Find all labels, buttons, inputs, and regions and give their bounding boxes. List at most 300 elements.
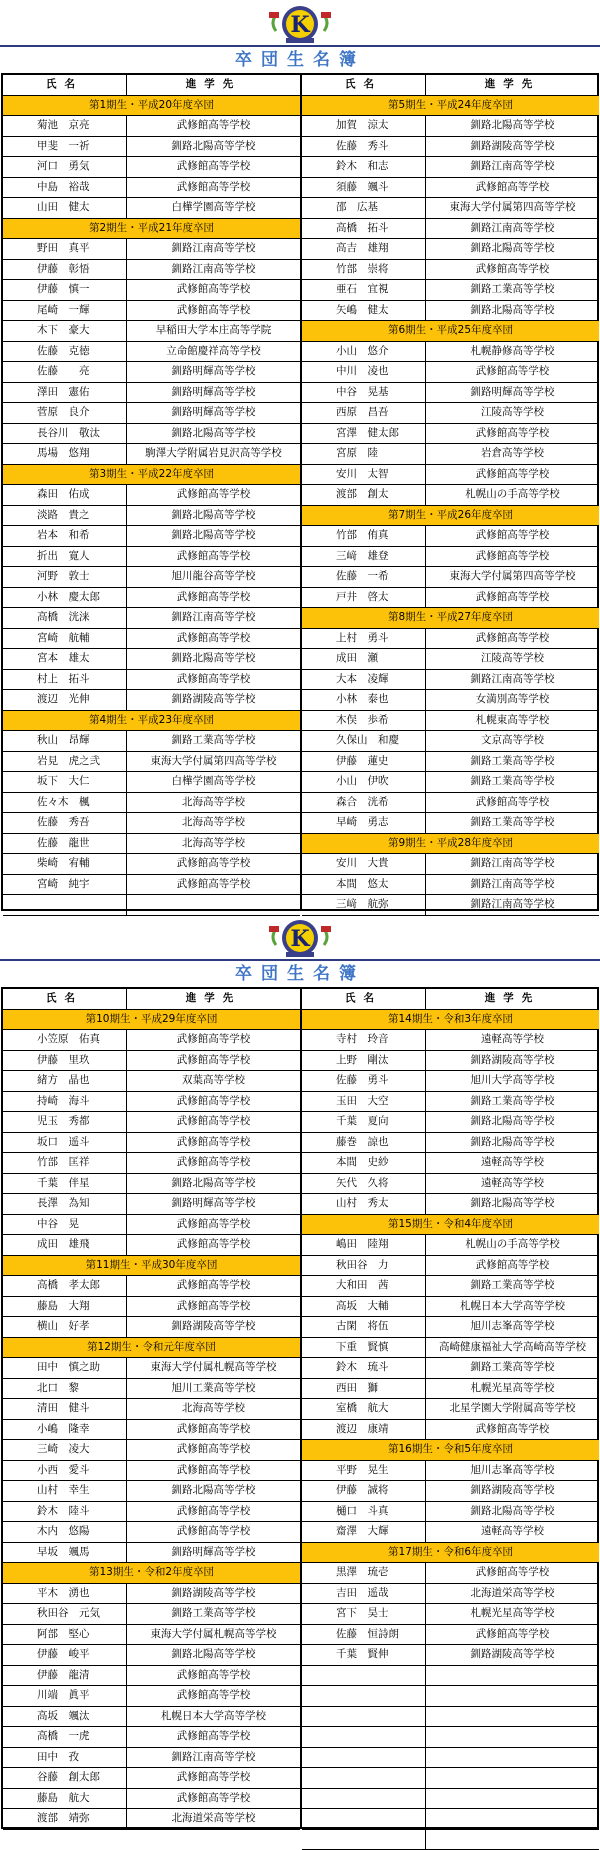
graduate-name: 中谷 晃 (3, 1215, 127, 1235)
graduate-name: 渡辺 光伸 (3, 690, 127, 710)
graduate-school: 札幌山の手高等学校 (426, 1235, 599, 1255)
graduate-school: 札幌光星高等学校 (426, 1379, 599, 1399)
svg-text:K: K (290, 926, 310, 952)
graduate-school: 武修館高等学校 (127, 485, 300, 505)
graduate-school: 旭川龍谷高等学校 (127, 567, 300, 587)
graduate-row (302, 465, 599, 486)
graduate-name: 佐々木 楓 (3, 793, 127, 813)
cohort-heading: 第15期生・令和4年度卒団 (302, 1215, 599, 1235)
graduate-row (3, 608, 300, 629)
graduate-school: 武修館高等学校 (127, 1215, 300, 1235)
graduate-school: 札幌静修高等学校 (426, 342, 599, 362)
empty-name-cell (302, 1830, 426, 1850)
graduate-row (3, 1645, 300, 1666)
graduate-name: 児玉 秀都 (3, 1112, 127, 1132)
school-column-header: 進学先 (426, 75, 599, 95)
graduate-name: 伊藤 慎一 (3, 280, 127, 300)
graduate-school: 武修館高等学校 (127, 1440, 300, 1460)
graduate-school: 武修館高等学校 (127, 1235, 300, 1255)
graduate-row (3, 547, 300, 568)
graduate-school: 釧路北陽高等学校 (426, 1502, 599, 1522)
graduate-school: 武修館高等学校 (127, 875, 300, 895)
empty-school-cell (426, 1809, 599, 1829)
graduate-row (302, 875, 599, 896)
cohort-heading: 第14期生・令和3年度卒団 (302, 1010, 599, 1030)
graduate-row (302, 1276, 599, 1297)
graduate-name: 淡路 貴之 (3, 506, 127, 526)
graduate-name: 長澤 為知 (3, 1194, 127, 1214)
graduate-name: 田中 孜 (3, 1748, 127, 1768)
empty-name-cell (302, 1748, 426, 1768)
graduate-school: 釧路江南高等学校 (426, 670, 599, 690)
graduate-name: 高吉 雄翔 (302, 239, 426, 259)
graduate-school: 釧路北陽高等学校 (127, 649, 300, 669)
graduate-school: 釧路北陽高等学校 (127, 424, 300, 444)
logo-underline (0, 959, 600, 961)
graduate-name: 馬場 悠翔 (3, 444, 127, 464)
graduate-name: 中川 凌也 (302, 362, 426, 382)
graduate-row (3, 362, 300, 383)
graduate-row (3, 301, 300, 322)
graduate-name: 黒澤 琉壱 (302, 1563, 426, 1583)
graduate-row (3, 1215, 300, 1236)
graduate-school: 旭川大学高等学校 (426, 1071, 599, 1091)
graduate-row (302, 1133, 599, 1154)
graduate-row (3, 1317, 300, 1338)
graduate-row (302, 1174, 599, 1195)
graduate-name: 木内 悠陽 (3, 1522, 127, 1542)
graduate-name: 小西 愛斗 (3, 1461, 127, 1481)
graduate-name: 竹部 崇将 (302, 260, 426, 280)
graduate-row (302, 301, 599, 322)
graduate-school: 武修館高等学校 (127, 157, 300, 177)
graduate-name: 河口 勇気 (3, 157, 127, 177)
empty-school-cell (426, 1666, 599, 1686)
graduate-row (302, 547, 599, 568)
graduate-name: 大和田 茜 (302, 1276, 426, 1296)
graduate-row (302, 403, 599, 424)
graduate-school: 武修館高等学校 (127, 1112, 300, 1132)
graduate-school: 遠軽高等学校 (426, 1174, 599, 1194)
graduate-name: 安川 太智 (302, 465, 426, 485)
graduate-school: 高崎健康福祉大学高崎高等学校 (426, 1338, 599, 1358)
graduate-school: 女満別高等学校 (426, 690, 599, 710)
graduate-row (302, 116, 599, 137)
graduate-school: 釧路北陽高等学校 (127, 1174, 300, 1194)
graduate-name: 渡部 創太 (302, 485, 426, 505)
graduate-school: 武修館高等学校 (127, 1051, 300, 1071)
graduate-row (3, 1666, 300, 1687)
graduate-name: 河野 敦士 (3, 567, 127, 587)
graduate-name: 中谷 晃基 (302, 383, 426, 403)
team-logo-icon (268, 917, 332, 959)
graduate-school: 文京高等学校 (426, 731, 599, 751)
graduate-name: 高橋 拓斗 (302, 219, 426, 239)
graduate-name: 秋田谷 元気 (3, 1604, 127, 1624)
graduate-name: 鈴木 陸斗 (3, 1502, 127, 1522)
empty-row (302, 1809, 599, 1830)
graduate-school: 武修館高等学校 (127, 547, 300, 567)
graduate-school: 釧路北陽高等学校 (127, 1481, 300, 1501)
empty-school-cell (426, 1707, 599, 1727)
graduate-row (302, 1092, 599, 1113)
graduate-name: 横山 好孝 (3, 1317, 127, 1337)
graduate-row (302, 1071, 599, 1092)
empty-school-cell (426, 1830, 599, 1850)
graduate-name: 平野 晃生 (302, 1461, 426, 1481)
graduate-name: 菅原 良介 (3, 403, 127, 423)
graduate-name: 高坂 颯汰 (3, 1707, 127, 1727)
graduate-school: 武修館高等学校 (127, 1461, 300, 1481)
graduate-school: 武修館高等学校 (127, 1522, 300, 1542)
cohort-heading: 第4期生・平成23年度卒団 (3, 711, 300, 731)
graduate-school: 釧路北陽高等学校 (127, 506, 300, 526)
empty-row (302, 1768, 599, 1789)
graduate-row (3, 752, 300, 773)
empty-row (302, 1727, 599, 1748)
graduate-school: 釧路湖陵高等学校 (426, 137, 599, 157)
graduate-school: 武修館高等学校 (127, 670, 300, 690)
graduate-name: 竹部 匡祥 (3, 1153, 127, 1173)
graduate-school: 釧路江南高等学校 (426, 854, 599, 874)
graduate-name: 小山 悠介 (302, 342, 426, 362)
graduate-row (302, 1522, 599, 1543)
graduate-name: 野田 真平 (3, 239, 127, 259)
graduate-school: 釧路江南高等学校 (127, 260, 300, 280)
graduate-row (302, 362, 599, 383)
graduate-school: 北海高等学校 (127, 834, 300, 854)
graduate-row (3, 875, 300, 896)
graduate-school: 武修館高等学校 (127, 1789, 300, 1809)
graduate-name: 千葉 伴星 (3, 1174, 127, 1194)
graduate-row (3, 834, 300, 855)
empty-row (302, 1707, 599, 1728)
graduate-school: 武修館高等学校 (127, 588, 300, 608)
graduate-name: 西原 昌吾 (302, 403, 426, 423)
cohort-heading: 第1期生・平成20年度卒団 (3, 96, 300, 116)
graduate-school: 北海高等学校 (127, 1399, 300, 1419)
graduate-row (3, 813, 300, 834)
graduate-school: 釧路湖陵高等学校 (127, 690, 300, 710)
graduate-name: 佐藤 龍世 (3, 834, 127, 854)
graduate-row (302, 1030, 599, 1051)
graduate-row (302, 1338, 599, 1359)
graduate-name: 宮原 陸 (302, 444, 426, 464)
cohort-heading: 第11期生・平成30年度卒団 (3, 1256, 300, 1276)
graduate-school: 武修館高等学校 (127, 1030, 300, 1050)
graduate-school: 武修館高等学校 (426, 178, 599, 198)
graduate-name: 藤島 大翔 (3, 1297, 127, 1317)
graduate-row (3, 1625, 300, 1646)
graduate-row (3, 1461, 300, 1482)
column-header-row (302, 75, 599, 96)
graduate-row (302, 1256, 599, 1277)
graduate-row (302, 1399, 599, 1420)
graduate-school: 白樺学園高等学校 (127, 772, 300, 792)
graduate-name: 坂口 遥斗 (3, 1133, 127, 1153)
graduate-school: 釧路湖陵高等学校 (426, 1481, 599, 1501)
graduate-row (3, 1276, 300, 1297)
cohort-heading: 第6期生・平成25年度卒団 (302, 321, 599, 341)
graduate-name: 成田 瀬 (302, 649, 426, 669)
graduate-row (302, 670, 599, 691)
cohort-heading: 第17期生・令和6年度卒団 (302, 1543, 599, 1563)
graduate-row (302, 895, 599, 916)
graduate-school: 札幌山の手高等学校 (426, 485, 599, 505)
graduate-name: 宮下 昊士 (302, 1604, 426, 1624)
graduate-row (302, 1358, 599, 1379)
graduate-row (3, 1071, 300, 1092)
graduate-school: 釧路明輝高等学校 (127, 362, 300, 382)
graduate-name: 甲斐 一祈 (3, 137, 127, 157)
graduate-school: 釧路江南高等学校 (426, 219, 599, 239)
graduate-school: 釧路江南高等学校 (426, 157, 599, 177)
cohort-heading-row (3, 1563, 300, 1584)
graduate-row (3, 260, 300, 281)
empty-school-cell (426, 1789, 599, 1809)
graduate-row (302, 649, 599, 670)
empty-name-cell (302, 1666, 426, 1686)
graduate-name: 佐藤 恒詩朗 (302, 1625, 426, 1645)
graduate-row (302, 424, 599, 445)
graduate-row (3, 403, 300, 424)
graduate-name: 戸井 啓太 (302, 588, 426, 608)
roster-column-left (3, 989, 300, 1830)
graduate-row (302, 1461, 599, 1482)
graduate-name: 亜石 宜視 (302, 280, 426, 300)
name-column-header: 氏名 (3, 75, 127, 95)
graduate-school: 札幌日本大学高等学校 (127, 1707, 300, 1727)
graduate-school: 釧路湖陵高等学校 (426, 1051, 599, 1071)
graduate-row (3, 1481, 300, 1502)
graduate-row (3, 485, 300, 506)
name-column-header: 氏名 (3, 989, 127, 1009)
cohort-heading: 第8期生・平成27年度卒団 (302, 608, 599, 628)
graduate-row (302, 444, 599, 465)
graduate-school: 釧路工業高等学校 (426, 1358, 599, 1378)
graduate-name: 小林 泰也 (302, 690, 426, 710)
graduate-row (302, 239, 599, 260)
graduate-name: 菊池 京亮 (3, 116, 127, 136)
graduate-row (3, 1358, 300, 1379)
graduate-row (302, 752, 599, 773)
graduate-school: 北海道栄高等学校 (127, 1809, 300, 1829)
graduate-school: 東海大学付属第四高等学校 (426, 198, 599, 218)
graduate-name: 矢代 久将 (302, 1174, 426, 1194)
graduate-row (3, 1112, 300, 1133)
graduate-name: 山村 秀太 (302, 1194, 426, 1214)
graduate-school: 武修館高等学校 (426, 547, 599, 567)
graduate-school: 武修館高等学校 (127, 1768, 300, 1788)
empty-name-cell (302, 1707, 426, 1727)
graduate-row (302, 793, 599, 814)
graduate-name: 北口 黎 (3, 1379, 127, 1399)
graduate-row (302, 178, 599, 199)
graduate-school: 武修館高等学校 (127, 1666, 300, 1686)
graduate-school: 双葉高等学校 (127, 1071, 300, 1091)
graduate-name: 山村 幸生 (3, 1481, 127, 1501)
graduate-name: 中島 裕哉 (3, 178, 127, 198)
column-header-row (3, 75, 300, 96)
graduate-school: 武修館高等学校 (127, 1420, 300, 1440)
graduate-name: 清田 健斗 (3, 1399, 127, 1419)
empty-row (302, 1789, 599, 1810)
graduate-row (3, 1133, 300, 1154)
name-column-header: 氏名 (302, 989, 426, 1009)
graduate-school: 釧路北陽高等学校 (426, 1194, 599, 1214)
cohort-heading-row (3, 1010, 300, 1031)
cohort-heading: 第3期生・平成22年度卒団 (3, 465, 300, 485)
graduate-name: 山田 健太 (3, 198, 127, 218)
empty-name-cell (3, 895, 127, 915)
cohort-heading-row (302, 1543, 599, 1564)
column-header-row (302, 989, 599, 1010)
graduate-row (302, 219, 599, 240)
graduate-name: 室橋 航大 (302, 1399, 426, 1419)
graduate-row (3, 1543, 300, 1564)
graduate-name: 尾崎 一輝 (3, 301, 127, 321)
empty-school-cell (426, 1768, 599, 1788)
graduate-school: 釧路江南高等学校 (426, 875, 599, 895)
school-column-header: 進学先 (127, 75, 300, 95)
graduate-name: 小嶋 隆幸 (3, 1420, 127, 1440)
graduate-name: 高橋 孝太郎 (3, 1276, 127, 1296)
graduate-school: 釧路北陽高等学校 (426, 1133, 599, 1153)
graduate-name: 澤田 憲佑 (3, 383, 127, 403)
graduate-row (3, 1584, 300, 1605)
cohort-heading-row (302, 1440, 599, 1461)
graduate-name: 鈴木 琉斗 (302, 1358, 426, 1378)
graduate-name: 谷藤 創太郎 (3, 1768, 127, 1788)
graduate-row (3, 1686, 300, 1707)
graduate-school: 釧路北陽高等学校 (127, 526, 300, 546)
graduate-school: 東海大学付属第四高等学校 (127, 752, 300, 772)
roster-table (1, 73, 599, 911)
graduate-name: 渡部 靖弥 (3, 1809, 127, 1829)
graduate-name: 伊藤 誠将 (302, 1481, 426, 1501)
graduate-school: 武修館高等学校 (127, 1686, 300, 1706)
graduate-row (3, 280, 300, 301)
graduate-school: 遠軽高等学校 (426, 1030, 599, 1050)
graduate-row (302, 690, 599, 711)
cohort-heading: 第16期生・令和5年度卒団 (302, 1440, 599, 1460)
cohort-heading-row (3, 1256, 300, 1277)
graduate-name: 佐藤 勇斗 (302, 1071, 426, 1091)
graduate-row (302, 1584, 599, 1605)
graduate-row (3, 690, 300, 711)
graduate-name: 坂下 大仁 (3, 772, 127, 792)
graduate-name: 高坂 大輔 (302, 1297, 426, 1317)
graduate-name: 佐藤 亮 (3, 362, 127, 382)
graduate-school: 札幌光星高等学校 (426, 1604, 599, 1624)
graduate-row (3, 629, 300, 650)
cohort-heading: 第2期生・平成21年度卒団 (3, 219, 300, 239)
graduate-school: 岩倉高等学校 (426, 444, 599, 464)
graduate-school: 釧路湖陵高等学校 (127, 1317, 300, 1337)
graduate-school: 釧路工業高等学校 (426, 772, 599, 792)
graduate-name: 藤巻 諒也 (302, 1133, 426, 1153)
graduate-name: 齋澤 大輝 (302, 1522, 426, 1542)
graduate-row (302, 588, 599, 609)
graduate-school: 遠軽高等学校 (426, 1153, 599, 1173)
empty-row (302, 1666, 599, 1687)
graduate-row (3, 198, 300, 219)
graduate-row (302, 1420, 599, 1441)
graduate-name: 平木 湧也 (3, 1584, 127, 1604)
graduate-name: 折出 寛人 (3, 547, 127, 567)
logo-underline (0, 45, 600, 47)
graduate-row (3, 588, 300, 609)
graduate-name: 田中 慎之助 (3, 1358, 127, 1378)
graduate-row (3, 854, 300, 875)
cohort-heading: 第9期生・平成28年度卒団 (302, 834, 599, 854)
roster-column-right (302, 989, 599, 1850)
graduate-name: 木俣 歩希 (302, 711, 426, 731)
graduate-school: 武修館高等学校 (127, 1133, 300, 1153)
graduate-row (3, 1789, 300, 1810)
graduate-school: 釧路明輝高等学校 (426, 383, 599, 403)
graduate-school: 武修館高等学校 (426, 362, 599, 382)
cohort-heading-row (3, 1338, 300, 1359)
graduate-row (302, 854, 599, 875)
graduate-name: 千葉 夏向 (302, 1112, 426, 1132)
graduate-row (302, 1379, 599, 1400)
graduate-school: 釧路工業高等学校 (127, 731, 300, 751)
graduate-school: 釧路北陽高等学校 (127, 1645, 300, 1665)
empty-row (302, 1830, 599, 1850)
graduate-school: 東海大学付属札幌高等学校 (127, 1358, 300, 1378)
graduate-row (3, 116, 300, 137)
graduate-school: 武修館高等学校 (127, 1153, 300, 1173)
empty-name-cell (302, 1686, 426, 1706)
graduate-school: 旭川志峯高等学校 (426, 1461, 599, 1481)
graduate-name: 千葉 賢伸 (302, 1645, 426, 1665)
graduate-school: 武修館高等学校 (426, 1563, 599, 1583)
graduate-name: 下重 賢慎 (302, 1338, 426, 1358)
empty-row (302, 1748, 599, 1769)
graduate-row (3, 506, 300, 527)
graduate-row (3, 321, 300, 342)
empty-name-cell (302, 1789, 426, 1809)
graduate-school: 武修館高等学校 (426, 526, 599, 546)
graduate-row (302, 629, 599, 650)
cohort-heading-row (302, 506, 599, 527)
graduate-row (3, 1604, 300, 1625)
graduate-school: 東海大学付属札幌高等学校 (127, 1625, 300, 1645)
graduate-school: 武修館高等学校 (127, 629, 300, 649)
graduate-school: 江陵高等学校 (426, 403, 599, 423)
graduate-row (302, 1235, 599, 1256)
graduate-name: 川端 眞平 (3, 1686, 127, 1706)
graduate-school: 釧路明輝高等学校 (127, 1543, 300, 1563)
graduate-row (3, 1030, 300, 1051)
graduate-school: 武修館高等学校 (426, 629, 599, 649)
graduate-name: 森田 佑成 (3, 485, 127, 505)
roster-table (1, 987, 599, 1829)
graduate-row (302, 1112, 599, 1133)
graduate-row (302, 260, 599, 281)
graduate-school: 釧路北陽高等学校 (426, 301, 599, 321)
column-header-row (3, 989, 300, 1010)
graduate-name: 長谷川 敬汰 (3, 424, 127, 444)
graduate-school: 釧路北陽高等学校 (127, 137, 300, 157)
graduate-school: 江陵高等学校 (426, 649, 599, 669)
graduate-name: 久保山 和慶 (302, 731, 426, 751)
graduate-row (3, 1051, 300, 1072)
graduate-row (302, 1563, 599, 1584)
graduate-name: 藤島 航大 (3, 1789, 127, 1809)
graduate-row (3, 1502, 300, 1523)
